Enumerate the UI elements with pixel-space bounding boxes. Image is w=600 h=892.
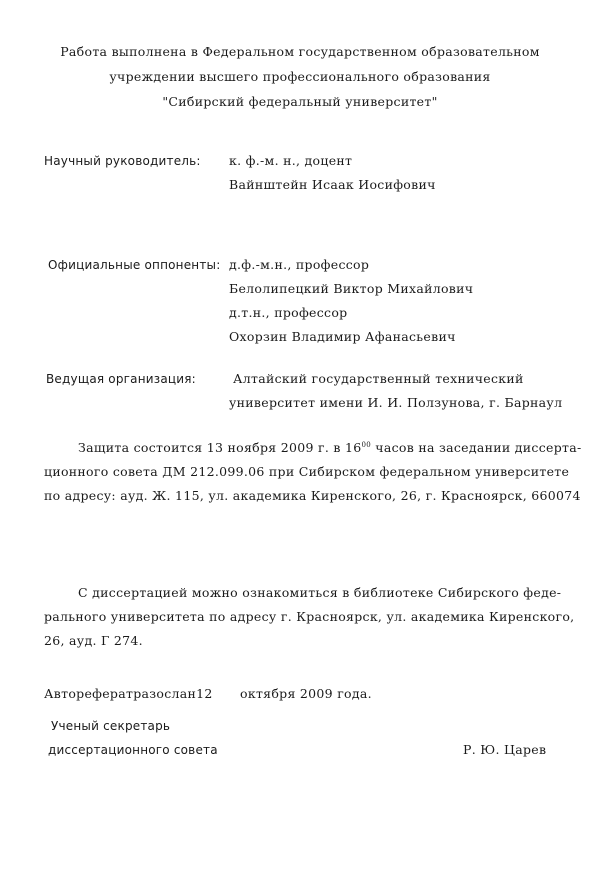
secretary-council: диссертационного совета (48, 743, 218, 757)
library-line-2: рального университета по адресу г. Красноярск, ул. академика Киренского, (44, 609, 575, 624)
opponent-2-degree: д.т.н., профессор (229, 305, 348, 320)
secretary-name: Р. Ю. Царев (463, 742, 547, 757)
opponent-2-name: Охорзин Владимир Афанасьевич (229, 329, 456, 344)
leading-org-label: Ведущая организация: (46, 372, 196, 386)
leading-org-line-2: университет имени И. И. Ползунова, г. Барнаул (229, 395, 563, 410)
defense-line-2: ционного совета ДМ 212.099.06 при Сибирском федеральном университете (44, 464, 570, 479)
supervisor-label: Научный руководитель: (44, 154, 201, 168)
defense-time-minutes: 00 (361, 441, 372, 449)
header-line-3: "Сибирский федеральный университет" (162, 94, 438, 109)
opponents-label: Официальные оппоненты: (48, 258, 221, 272)
defense-line-1-end: часов на заседании диссерта- (371, 440, 582, 455)
defense-line-1 (78, 440, 582, 456)
supervisor-name: Вайнштейн Исаак Иосифович (229, 177, 436, 192)
opponent-1-name: Белолипецкий Виктор Михайлович (229, 281, 474, 296)
library-line-3: 26, ауд. Г 274. (44, 633, 143, 648)
sent-prefix: Авторефератразослан12 (44, 686, 213, 701)
header-line-2: учреждении высшего профессионального образования (109, 69, 491, 84)
sent-date: октября 2009 года. (240, 686, 372, 701)
defense-line-3: по адресу: ауд. Ж. 115, ул. академика Киренского, 26, г. Красноярск, 660074 (44, 488, 581, 503)
opponent-1-degree: д.ф.-м.н., профессор (229, 257, 370, 272)
header-line-1: Работа выполнена в Федеральном государственном образовательном (60, 44, 540, 59)
secretary-title: Ученый секретарь (51, 719, 171, 733)
leading-org-line-1: Алтайский государственный технический (233, 371, 524, 386)
supervisor-degree: к. ф.-м. н., доцент (229, 153, 353, 168)
defense-line-1-start: Защита состоится 13 ноября 2009 г. в 16 (78, 440, 362, 455)
library-line-1: С диссертацией можно ознакомиться в библиотеке Сибирского феде- (78, 585, 562, 600)
